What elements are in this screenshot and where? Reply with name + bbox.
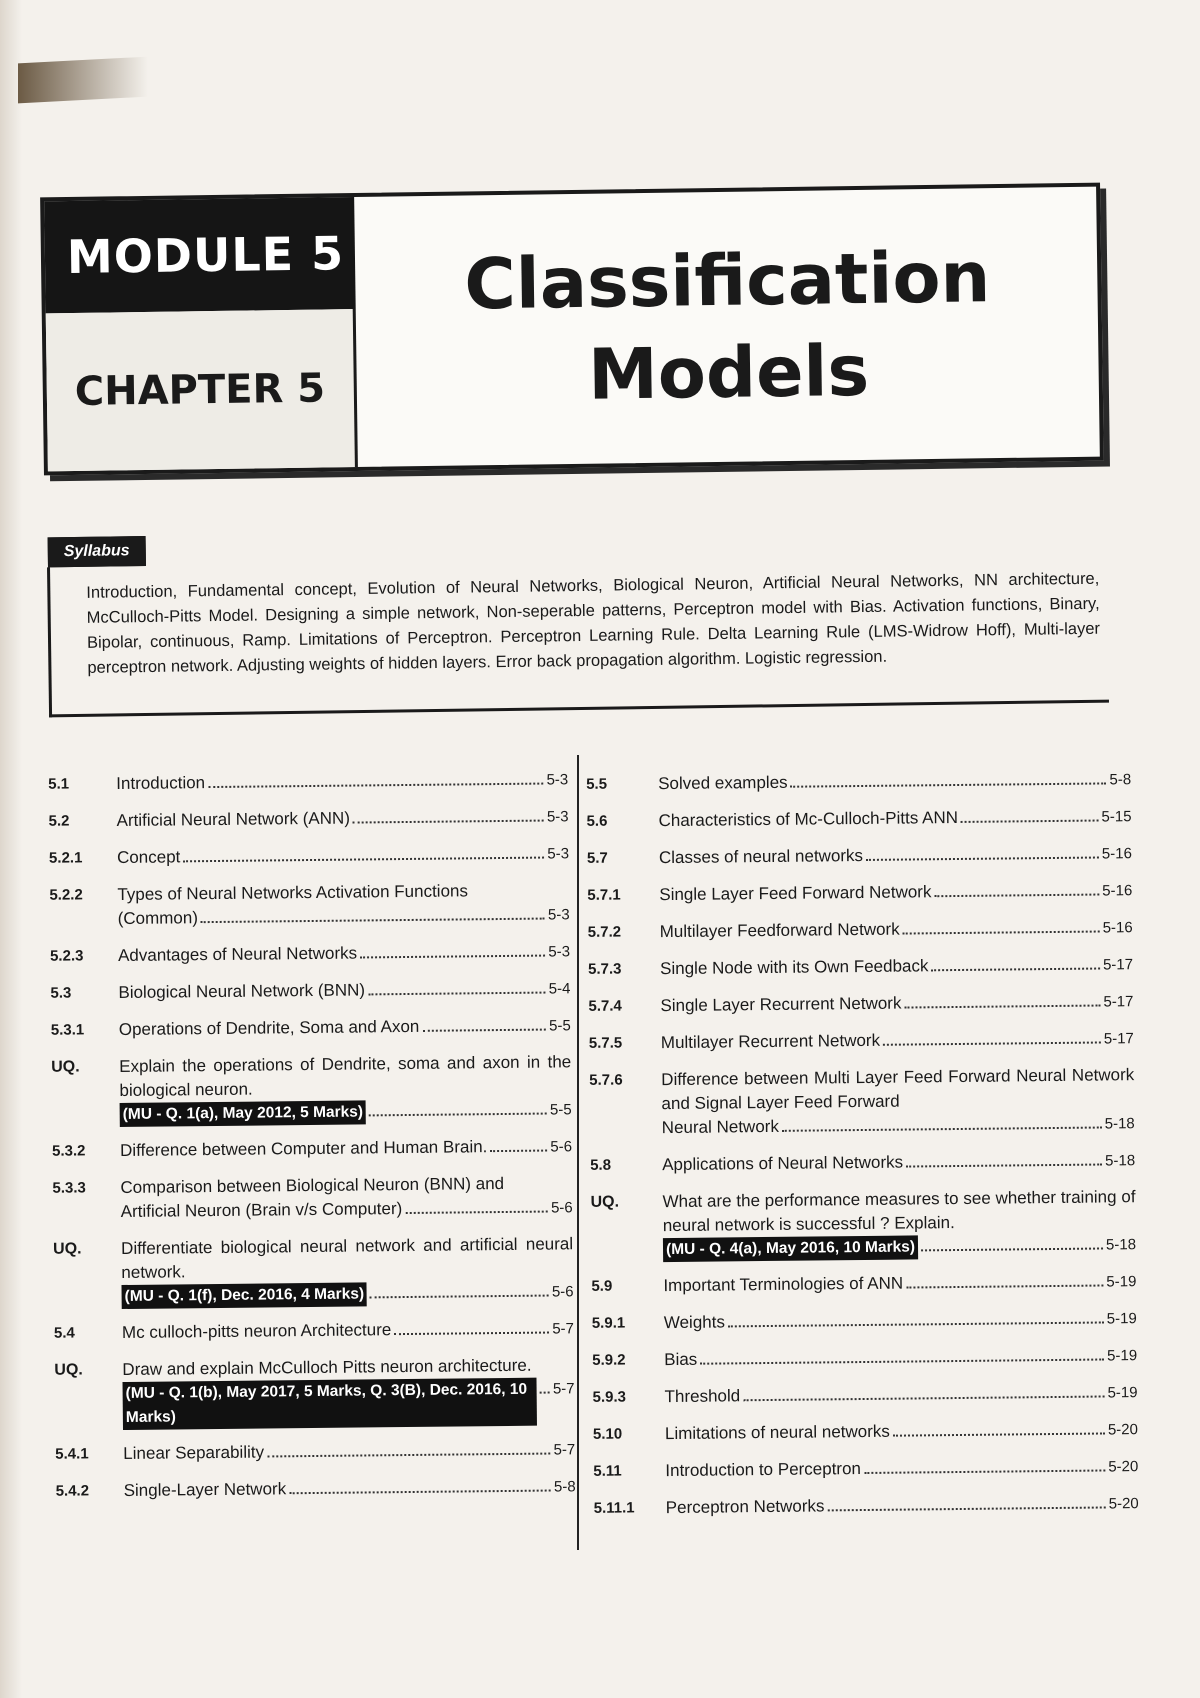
toc-entry-number: 5.2.2 (49, 886, 83, 904)
toc-entry-body (661, 1063, 1135, 1141)
toc-page-number: 5-15 (1101, 808, 1132, 826)
toc-entry-line (663, 1269, 1136, 1299)
dot-leader (422, 1029, 546, 1032)
toc-page-number: 5-3 (547, 845, 570, 863)
exam-reference-badge: (MU - Q. 1(b), May 2017, 5 Marks, Q. 3(B), Dec. 2016, 10 Marks) (123, 1378, 538, 1430)
toc-entry-label: Threshold (664, 1386, 741, 1407)
dot-leader (883, 1041, 1101, 1045)
toc-entry (587, 878, 1132, 909)
toc-entry (587, 841, 1132, 872)
toc-entry (594, 1491, 1139, 1522)
toc-entry-text: Comparison between Biological Neuron (BNN) and (120, 1173, 505, 1198)
toc-entry-body (118, 939, 570, 969)
toc-entry-number: UQ. (54, 1361, 83, 1379)
toc-entry-label: Operations of Dendrite, Soma and Axon (118, 1016, 420, 1040)
toc-entry (593, 1417, 1138, 1448)
toc-entry-label: Single Node with its Own Feedback (659, 956, 929, 979)
dot-leader (540, 1392, 550, 1394)
toc-entry-number: 5.4.2 (55, 1482, 90, 1500)
toc-entry-body (123, 1437, 575, 1467)
dot-leader (267, 1453, 551, 1458)
toc-entry (49, 804, 569, 834)
toc-university-question (53, 1232, 574, 1309)
toc-entry-number: 5.3.3 (52, 1179, 86, 1197)
toc-entry-number: 5.2 (48, 812, 70, 830)
toc-entry-text: Draw and explain McCulloch Pitts neuron architecture. (122, 1355, 532, 1379)
toc-entry (48, 767, 568, 797)
toc-page-number: 5-19 (1106, 1310, 1137, 1328)
dot-leader (864, 1469, 1105, 1474)
toc-entry-line (662, 1111, 1135, 1141)
toc-entry-text: Difference between Multi Layer Feed Forward Neural Network and Signal Layer Feed Forward (661, 1065, 1135, 1114)
toc-page-number: 5-16 (1101, 845, 1132, 863)
page-corner-shadow (18, 57, 148, 104)
toc-entry-body (660, 915, 1133, 945)
toc-entry-line (118, 976, 570, 1006)
toc-entry-label: Solved examples (658, 772, 788, 794)
exam-reference-badge: (MU - Q. 4(a), May 2016, 10 Marks) (663, 1235, 918, 1262)
toc-entry-body (124, 1474, 576, 1504)
dot-leader (791, 782, 1107, 787)
toc-page-number: 5-8 (553, 1478, 576, 1496)
exam-reference-badge: (MU - Q. 1(a), May 2012, 5 Marks) (120, 1100, 367, 1127)
toc-entry-label: Weights (663, 1312, 725, 1333)
dot-leader (782, 1126, 1102, 1131)
toc-page-number: 5-8 (1109, 771, 1132, 789)
dot-leader (961, 820, 1099, 823)
toc-entry-line (124, 1474, 576, 1504)
toc-page-number: 5-3 (546, 808, 569, 826)
toc-entry-line (664, 1306, 1137, 1336)
chapter-title (356, 187, 1100, 467)
dot-leader (903, 931, 1100, 935)
toc-page-number: 5-18 (1105, 1152, 1136, 1170)
toc-entry-text: Differentiate biological neural network and artificial neural network. (121, 1234, 574, 1283)
toc-entry-number: 5.4.1 (55, 1445, 89, 1463)
dot-leader (201, 918, 545, 924)
toc-entry-line (120, 1134, 572, 1164)
toc-entry-line (664, 1343, 1137, 1373)
dot-leader (405, 1211, 548, 1214)
toc-entry (50, 976, 570, 1006)
toc-entry-body (121, 1232, 574, 1309)
toc-entry-body (120, 1134, 572, 1164)
toc-entry-number: 5.7.5 (588, 1034, 623, 1052)
dot-leader (700, 1358, 1104, 1364)
toc-page-number: 5-3 (546, 771, 569, 789)
toc-page-number: 5-6 (550, 1199, 573, 1217)
toc-entry-number: 5.4 (53, 1324, 75, 1342)
toc-page-number: 5-18 (1105, 1236, 1137, 1254)
toc-entry-label: Advantages of Neural Networks (117, 943, 358, 966)
toc-entry-number: 5.9.1 (591, 1314, 626, 1332)
toc-page-number: 5-17 (1103, 993, 1134, 1011)
toc-entry-body (658, 767, 1131, 797)
toc-entry-number: 5.7.6 (589, 1071, 623, 1089)
dot-leader (904, 1005, 1100, 1009)
toc-entry-body (664, 1306, 1137, 1336)
toc-entry-line (123, 1377, 575, 1430)
toc-entry (49, 841, 569, 871)
toc-entry (56, 1474, 576, 1504)
toc-entry-body (662, 1148, 1135, 1178)
toc-entry-line (659, 878, 1132, 908)
toc-page-number: 5-6 (550, 1138, 573, 1156)
toc-entry (54, 1316, 574, 1346)
dot-leader (921, 1247, 1103, 1251)
toc-entry (589, 1026, 1134, 1057)
toc-left-column (48, 767, 576, 1516)
toc-entry-body (659, 841, 1132, 871)
dot-leader (368, 992, 546, 996)
toc-entry-label: Artificial Neural Network (ANN) (116, 808, 351, 831)
toc-entry-body (119, 1013, 571, 1043)
toc-entry-number: 5.7.1 (587, 886, 621, 904)
toc-entry-number: 5.3 (50, 984, 72, 1002)
toc-page-number: 5-17 (1103, 1030, 1134, 1048)
toc-entry-line (658, 767, 1131, 797)
dot-leader (934, 894, 1099, 898)
toc-entry-body (119, 1050, 572, 1127)
toc-right-column (586, 767, 1139, 1534)
toc-entry-line (122, 1316, 574, 1346)
toc-entry-label: Introduction (116, 773, 206, 794)
chapter-title-line2: Models (587, 329, 870, 416)
dot-leader (353, 820, 544, 824)
toc-entry-label: Difference between Computer and Human Brain. (119, 1137, 488, 1161)
toc-entry (52, 1171, 572, 1225)
toc-entry-number: 5.9.3 (592, 1388, 627, 1406)
toc-entry-label: Multilayer Feedforward Network (659, 919, 900, 942)
toc-entry (589, 1063, 1135, 1142)
toc-page-number: 5-3 (548, 943, 571, 961)
toc-university-question (51, 1050, 572, 1127)
toc-entry-number: 5.8 (590, 1156, 612, 1174)
toc-page-number: 5-5 (549, 1101, 572, 1119)
dot-leader (827, 1506, 1105, 1511)
toc-entry-text: Explain the operations of Dendrite, soma and axon in the biological neuron. (119, 1052, 572, 1101)
dot-leader (289, 1490, 551, 1495)
toc-entry-line (121, 1195, 573, 1225)
toc-entry-body (120, 1171, 572, 1225)
toc-entry-number: 5.11.1 (593, 1499, 635, 1517)
toc-entry-number: UQ. (590, 1193, 620, 1211)
dot-leader (906, 1163, 1102, 1167)
toc-entry-number: 5.2.3 (49, 947, 84, 965)
toc-page-number: 5-7 (552, 1320, 575, 1338)
toc-entry-number: 5.6 (586, 812, 608, 830)
toc-entry (591, 1269, 1136, 1300)
toc-entry-number: UQ. (51, 1058, 80, 1076)
syllabus-box (47, 542, 1109, 718)
toc-entry-label: Neural Network (661, 1116, 779, 1138)
toc-entry-label: Mc culloch-pitts neuron Architecture (121, 1320, 392, 1342)
toc-entry-number: 5.9 (591, 1277, 613, 1295)
toc-entry-number: 5.3.2 (51, 1142, 86, 1160)
toc-entry-body (117, 878, 569, 932)
toc-page-number: 5-19 (1107, 1347, 1138, 1365)
toc-entry-label: Single Layer Feed Forward Network (659, 882, 932, 905)
toc-entry-body (665, 1417, 1138, 1447)
toc-entry-label: Linear Separability (123, 1442, 265, 1463)
toc-entry-line (666, 1491, 1139, 1521)
toc-page-number: 5-6 (551, 1283, 574, 1301)
dot-leader (490, 1150, 547, 1153)
toc-entry-text: Types of Neural Networks Activation Functions (117, 881, 469, 905)
toc-page-number: 5-19 (1106, 1273, 1137, 1291)
page-binding-edge (0, 0, 22, 1698)
toc-entry (590, 1148, 1135, 1179)
toc-entry-body (118, 976, 570, 1006)
toc-entry-line (120, 1098, 572, 1127)
toc-entry-line (119, 1013, 571, 1043)
toc-entry-line (117, 804, 569, 834)
toc-entry-label: Artificial Neuron (Brain v/s Computer) (120, 1199, 403, 1222)
toc-entry-label: Applications of Neural Networks (662, 1152, 904, 1175)
toc-entry-number: 5.11 (593, 1462, 622, 1480)
toc-page-number: 5-19 (1107, 1384, 1138, 1402)
toc-entry-line (662, 1148, 1135, 1178)
column-divider (577, 755, 579, 1550)
toc-entry-line (665, 1454, 1138, 1484)
dot-leader (893, 1432, 1105, 1436)
toc-entry-label: Multilayer Recurrent Network (660, 1030, 881, 1053)
chapter-title-line1: Classification (463, 236, 991, 326)
dot-leader (208, 783, 543, 789)
module-label: MODULE 5 (44, 197, 356, 313)
toc-entry-line (658, 804, 1131, 834)
toc-entry-line (121, 1280, 573, 1309)
dot-leader (906, 1284, 1103, 1288)
toc-entry-label: (Common) (117, 908, 199, 929)
toc-entry-label: Important Terminologies of ANN (663, 1273, 904, 1296)
toc-entry-number: 5.1 (48, 775, 70, 793)
toc-university-question (590, 1185, 1136, 1263)
toc-entry-number: 5.5 (586, 775, 608, 793)
dot-leader (866, 857, 1099, 861)
toc-entry-line (660, 915, 1133, 945)
toc-entry (51, 1013, 571, 1043)
toc-entry (592, 1306, 1137, 1337)
toc-page-number: 5-20 (1108, 1458, 1139, 1476)
toc-page-number: 5-7 (552, 1380, 575, 1398)
toc-entry (592, 1380, 1137, 1411)
toc-page-number: 5-3 (547, 906, 570, 924)
toc-entry-line (123, 1437, 575, 1467)
toc-entry-number: 5.7.4 (588, 997, 622, 1015)
toc-entry-body (117, 841, 569, 871)
toc-entry (50, 939, 570, 969)
dot-leader (743, 1395, 1104, 1401)
toc-entry-body (122, 1353, 575, 1430)
dot-leader (394, 1332, 549, 1336)
chapter-header (40, 183, 1104, 476)
toc-entry-body (664, 1343, 1137, 1373)
toc-entry-line (665, 1417, 1138, 1447)
toc-entry-number: 5.7.2 (587, 923, 622, 941)
toc-entry-line (663, 1233, 1136, 1262)
toc-page-number: 5-5 (549, 1017, 571, 1035)
toc-entry (52, 1134, 572, 1164)
toc-entry (588, 952, 1133, 983)
dot-leader (369, 1113, 547, 1117)
toc-page-number: 5-18 (1104, 1115, 1135, 1133)
toc-entry-line (660, 952, 1133, 982)
toc-entry-line (659, 841, 1132, 871)
toc-entry-label: Perceptron Networks (665, 1496, 825, 1518)
toc-entry-label: Biological Neural Network (BNN) (118, 980, 366, 1003)
toc-entry-number: UQ. (53, 1240, 82, 1258)
toc-entry-line (664, 1380, 1137, 1410)
toc-entry (588, 915, 1133, 946)
toc-page-number: 5-7 (553, 1441, 576, 1459)
toc-entry-text: What are the performance measures to see whether training of neural network is successful ? Explain. (662, 1187, 1136, 1236)
toc-entry-body (122, 1316, 574, 1346)
toc-entry-number: 5.2.1 (48, 849, 83, 867)
toc-entry (586, 804, 1131, 835)
toc-page-number: 5-4 (548, 980, 571, 998)
toc-entry-line (118, 902, 570, 932)
exam-reference-badge: (MU - Q. 1(f), Dec. 2016, 4 Marks) (121, 1282, 367, 1309)
toc-entry-body (116, 767, 568, 797)
toc-entry (49, 878, 569, 932)
toc-page-number: 5-20 (1108, 1495, 1139, 1513)
toc-entry-body (661, 1026, 1134, 1056)
dot-leader (360, 955, 545, 959)
dot-leader (370, 1295, 549, 1299)
toc-entry-line (661, 1026, 1134, 1056)
chapter-label: CHAPTER 5 (46, 309, 358, 471)
toc-entry-label: Concept (116, 847, 181, 868)
toc-entry-line (660, 989, 1133, 1019)
toc-entry-number: 5.7 (586, 849, 608, 867)
toc-page-number: 5-16 (1102, 919, 1133, 937)
toc-page-number: 5-17 (1102, 956, 1134, 974)
dot-leader (728, 1321, 1104, 1327)
syllabus-tab: Syllabus (48, 536, 146, 567)
toc-page-number: 5-16 (1102, 882, 1133, 900)
toc-entry-body (662, 1185, 1136, 1262)
toc-entry-line (116, 767, 568, 797)
toc-entry-body (663, 1269, 1136, 1299)
toc-entry-label: Characteristics of Mc-Culloch-Pitts ANN (658, 807, 959, 831)
toc-entry-label: Introduction to Perceptron (665, 1459, 862, 1481)
toc-entry-number: 5.7.3 (587, 960, 622, 978)
toc-entry (593, 1454, 1138, 1485)
toc-page-number: 5-20 (1107, 1421, 1139, 1439)
toc-entry-body (665, 1454, 1138, 1484)
toc-entry-body (664, 1380, 1137, 1410)
toc-university-question (54, 1353, 575, 1430)
toc-entry-label: Single Layer Recurrent Network (660, 993, 902, 1016)
dot-leader (931, 968, 1100, 972)
toc-entry-line (117, 841, 569, 871)
toc-entry-number: 5.10 (592, 1425, 623, 1443)
toc-entry-body (666, 1491, 1139, 1521)
dot-leader (183, 857, 544, 863)
toc-entry-number: 5.3.1 (50, 1021, 85, 1039)
toc-entry-label: Bias (664, 1349, 698, 1370)
syllabus-text: Introduction, Fundamental concept, Evolution of Neural Networks, Biological Neuron, Artificial Neural Networks, NN architecture, McCulloch-Pitts Model. Designing a simple network, Non-seperable patterns, Perceptron model with Bias. Activation functions, Binary, Bipolar, continuous, Ramp. Limitations of Perceptron. Perceptron Learning Rule. Delta Learning Rule (LMS-Widrow Hoff), Multi-layer perceptron network. Adjusting weights of hidden layers. Error back propagation algorithm. Logistic regression. (86, 569, 1101, 677)
toc-entry-number: 5.9.2 (592, 1351, 626, 1369)
toc-entry (588, 989, 1133, 1020)
toc-entry-label: Single-Layer Network (123, 1479, 287, 1500)
toc-entry-label: Limitations of neural networks (664, 1421, 890, 1444)
toc-entry (586, 767, 1131, 798)
toc-entry (55, 1437, 575, 1467)
toc-entry-line (118, 939, 570, 969)
toc-entry (592, 1343, 1137, 1374)
toc-entry-body (659, 878, 1132, 908)
toc-entry-label: Classes of neural networks (658, 845, 864, 868)
toc-entry-body (117, 804, 569, 834)
toc-entry-body (660, 952, 1133, 982)
toc-entry-body (660, 989, 1133, 1019)
toc-entry-body (658, 804, 1131, 834)
